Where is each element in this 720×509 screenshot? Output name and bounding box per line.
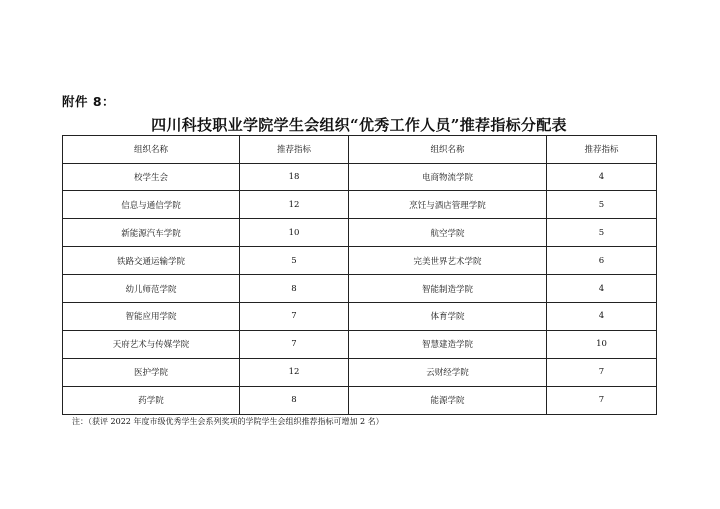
- org-name-cell: 航空学院: [349, 219, 547, 247]
- org-name-cell: 校学生会: [63, 163, 240, 191]
- table-row: [63, 163, 657, 191]
- org-name-cell: 信息与通信学院: [63, 191, 240, 219]
- org-name-cell: 智能制造学院: [349, 275, 547, 303]
- org-name-cell: 药学院: [63, 386, 240, 414]
- org-name-cell: 完美世界艺术学院: [349, 247, 547, 275]
- quota-cell: 6: [547, 247, 657, 275]
- quota-cell: 5: [240, 247, 349, 275]
- org-name-cell: 云财经学院: [349, 358, 547, 386]
- quota-cell: 7: [547, 358, 657, 386]
- table-row: [63, 191, 657, 219]
- quota-cell: 4: [547, 163, 657, 191]
- quota-cell: 18: [240, 163, 349, 191]
- quota-cell: 12: [240, 191, 349, 219]
- org-name-cell: 智慧建造学院: [349, 330, 547, 358]
- quota-cell: 5: [547, 191, 657, 219]
- quota-cell: 7: [240, 302, 349, 330]
- quota-cell: 12: [240, 358, 349, 386]
- org-name-cell: 烹饪与酒店管理学院: [349, 191, 547, 219]
- quota-cell: 10: [547, 330, 657, 358]
- header-org-name-right: 组织名称: [349, 136, 547, 164]
- org-name-cell: 能源学院: [349, 386, 547, 414]
- attachment-label: 附件 8：: [62, 94, 116, 109]
- org-name-cell: 电商物流学院: [349, 163, 547, 191]
- table-row: [63, 330, 657, 358]
- header-quota-left: 推荐指标: [240, 136, 349, 164]
- quota-cell: 7: [547, 386, 657, 414]
- quota-cell: 8: [240, 275, 349, 303]
- quota-cell: 5: [547, 219, 657, 247]
- org-name-cell: 幼儿师范学院: [63, 275, 240, 303]
- quota-cell: 4: [547, 275, 657, 303]
- quota-cell: 4: [547, 302, 657, 330]
- org-name-cell: 天府艺术与传媒学院: [63, 330, 240, 358]
- org-name-cell: 体育学院: [349, 302, 547, 330]
- document-title: 四川科技职业学院学生会组织“优秀工作人员”推荐指标分配表: [151, 116, 567, 134]
- org-name-cell: 智能应用学院: [63, 302, 240, 330]
- header-org-name-left: 组织名称: [63, 136, 240, 164]
- quota-cell: 8: [240, 386, 349, 414]
- table-row: [63, 219, 657, 247]
- table-row: [63, 386, 657, 414]
- org-name-cell: 铁路交通运输学院: [63, 247, 240, 275]
- table-row: [63, 247, 657, 275]
- table-row: [63, 358, 657, 386]
- quota-cell: 10: [240, 219, 349, 247]
- table-header-row: [63, 136, 657, 164]
- table-row: [63, 275, 657, 303]
- header-quota-right: 推荐指标: [547, 136, 657, 164]
- org-name-cell: 新能源汽车学院: [63, 219, 240, 247]
- allocation-table: [62, 135, 657, 415]
- table-row: [63, 302, 657, 330]
- quota-cell: 7: [240, 330, 349, 358]
- footnote: 注：（获评 2022 年度市级优秀学生会系列奖项的学院学生会组织推荐指标可增加 2 名）: [72, 417, 384, 426]
- org-name-cell: 医护学院: [63, 358, 240, 386]
